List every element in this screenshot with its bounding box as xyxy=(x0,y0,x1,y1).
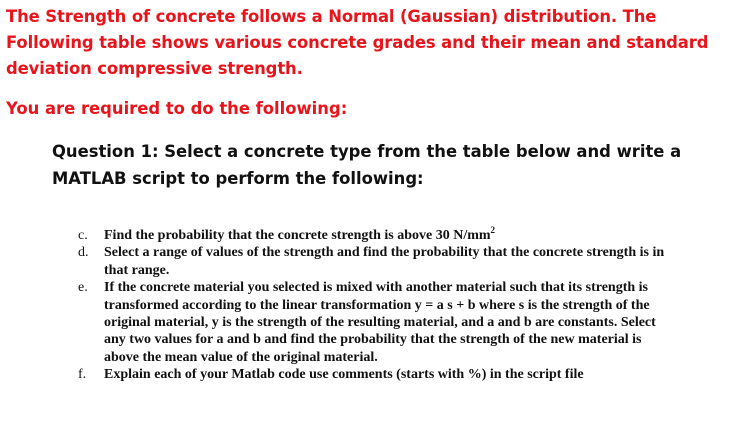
superscript-unit: 2 xyxy=(490,225,496,235)
intro-paragraph: The Strength of concrete follows a Normal (Gaussian) distribution. The Following table shows various concrete grades and their mean and standard deviation compressive strength. xyxy=(6,7,709,78)
list-marker: d. xyxy=(78,245,89,261)
list-marker: e. xyxy=(78,280,88,296)
list-item-text-main: Find the probability that the concrete strength is above 30 N/mm xyxy=(104,228,491,243)
requirements-list xyxy=(78,227,678,384)
list-marker: c. xyxy=(78,228,88,243)
list-item-f xyxy=(78,366,678,383)
question-1-heading: Question 1: Select a concrete type from the table below and write a MATLAB script to perform the following: xyxy=(52,142,682,188)
list-item-text: If the concrete material you selected is mixed with another material such that its strength is transformed according to the linear transformation y = a s + b where s is the strength of the original material, y is the strength of the resulting material, and a and b are constants. Select any two values for a and b and find the probability that the strength of the new material is above the mean value of the original material. xyxy=(104,280,656,365)
task-heading: You are required to do the following: xyxy=(6,99,348,118)
list-item-d xyxy=(78,244,678,279)
list-item-text: Select a range of values of the strength and find the probability that the concrete strength is in that range. xyxy=(104,245,665,278)
list-item-text xyxy=(104,227,678,244)
list-item-e xyxy=(78,279,678,366)
list-item-c xyxy=(78,227,678,244)
list-item-text: Explain each of your Matlab code use comments (starts with %) in the script file xyxy=(104,367,584,383)
list-marker: f. xyxy=(78,367,87,383)
